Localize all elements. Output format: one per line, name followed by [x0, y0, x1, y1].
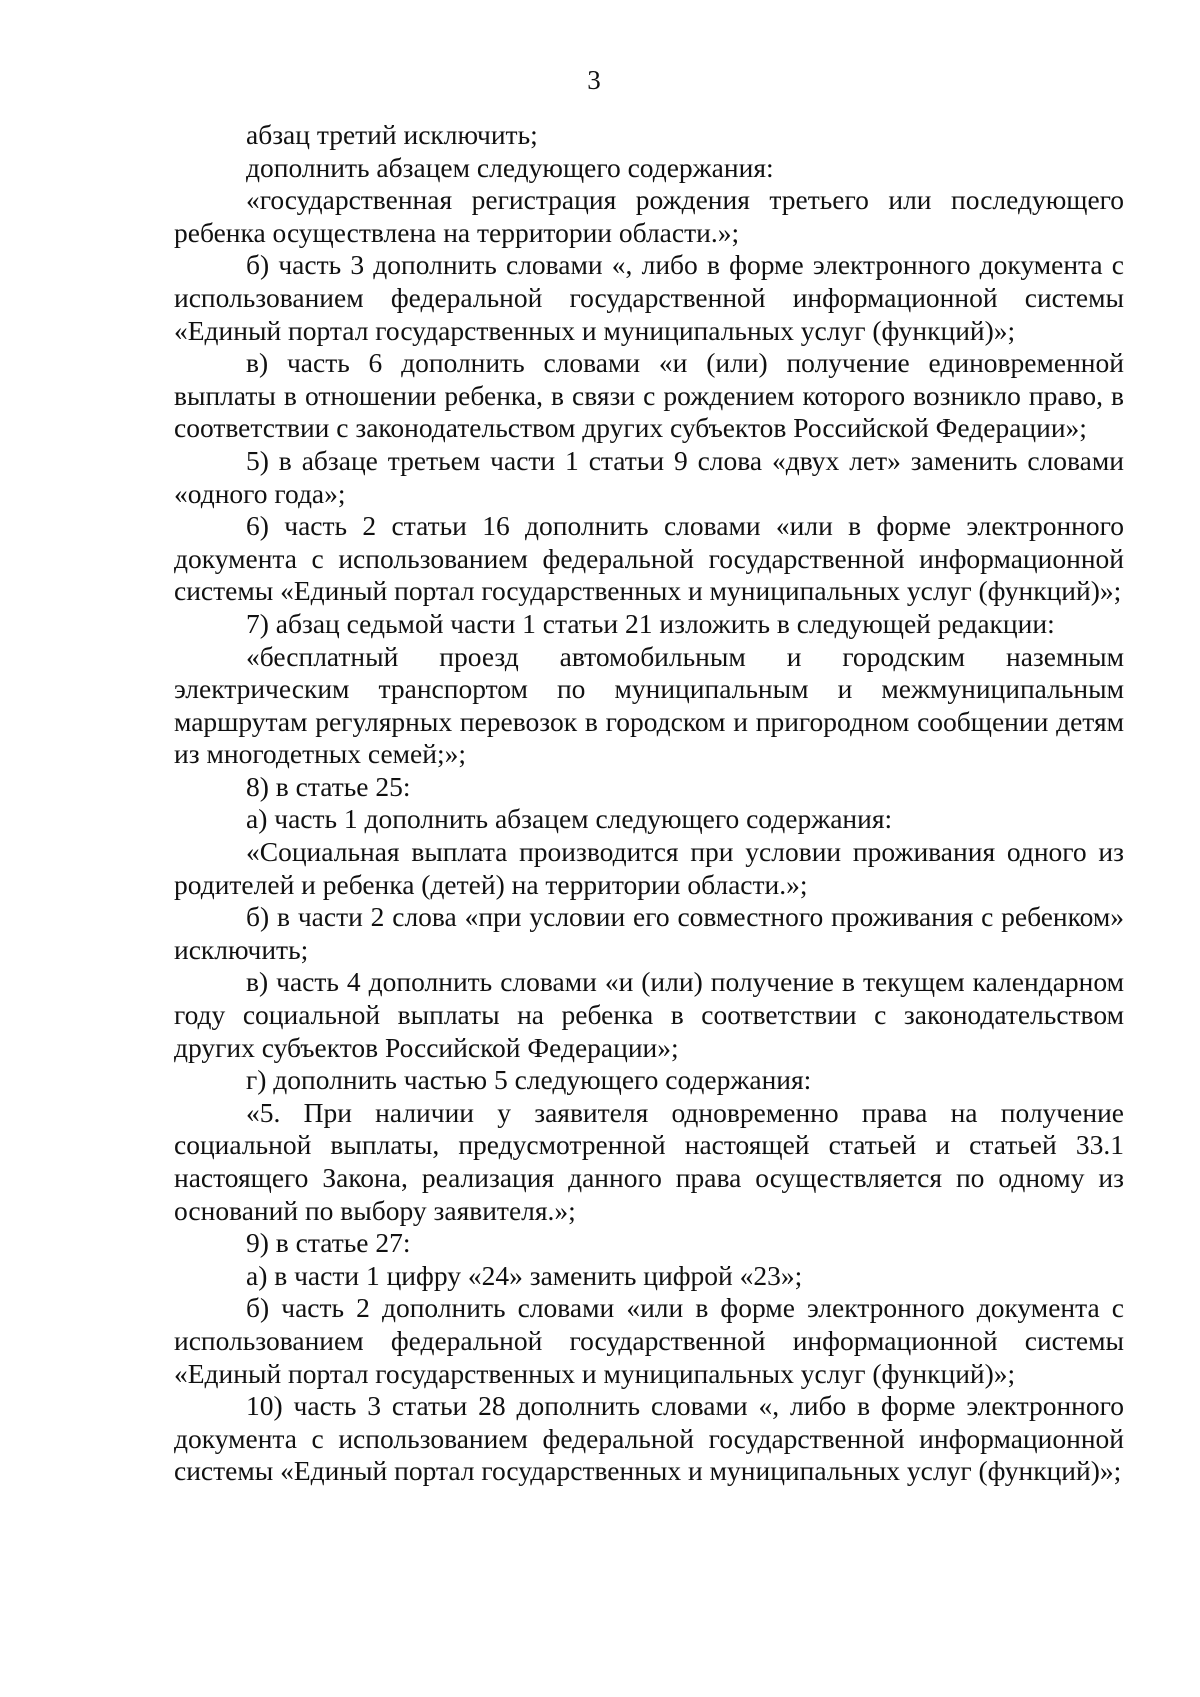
paragraph: а) в части 1 цифру «24» заменить цифрой «23»; [246, 1259, 803, 1291]
paragraph: 7) абзац седьмой части 1 статьи 21 изложить в следующей редакции: [246, 607, 1055, 639]
paragraph: 6) часть 2 статьи 16 дополнить словами «или в форме электронного документа с использованием федеральной государственной информационной системы «Единый портал государственных и муниципальных услуг (функций)»; [174, 510, 1124, 607]
paragraph: а) часть 1 дополнить абзацем следующего содержания: [246, 803, 893, 835]
paragraph: 9) в статье 27: [246, 1227, 411, 1259]
paragraph: «Социальная выплата производится при условии проживания одного из родителей и ребенка (детей) на территории области.»; [174, 836, 1124, 900]
paragraph: б) часть 2 дополнить словами «или в форме электронного документа с использованием федеральной государственной информационной системы «Единый портал государственных и муниципальных услуг (функций)»; [174, 1292, 1124, 1389]
paragraph: «государственная регистрация рождения третьего или последующего ребенка осуществлена на территории области.»; [174, 184, 1124, 248]
page-number: 3 [587, 65, 601, 95]
paragraph: «бесплатный проезд автомобильным и городским наземным электрическим транспортом по муниципальным и межмуниципальным маршрутам регулярных перевозок в городском и пригородном сообщении детям из многодетных семей;»; [174, 640, 1124, 770]
paragraph: г) дополнить частью 5 следующего содержания: [246, 1064, 812, 1096]
paragraph: «5. При наличии у заявителя одновременно права на получение социальной выплаты, предусмотренной настоящей статьей и статьей 33.1 настоящего Закона, реализация данного права осуществляется по одному из оснований по выбору заявителя.»; [174, 1096, 1124, 1226]
paragraph: дополнить абзацем следующего содержания: [246, 151, 774, 183]
paragraph: в) часть 6 дополнить словами «и (или) получение единовременной выплаты в отношении ребенка, в связи с рождением которого возникло право, в соответствии с законодательством других субъектов Российской Федерации»; [174, 347, 1124, 444]
document-body [174, 119, 1124, 1488]
paragraph: б) часть 3 дополнить словами «, либо в форме электронного документа с использованием федеральной государственной информационной системы «Единый портал государственных и муниципальных услуг (функций)»; [174, 249, 1124, 346]
paragraph: б) в части 2 слова «при условии его совместного проживания с ребенком» исключить; [174, 901, 1124, 965]
paragraph: 10) часть 3 статьи 28 дополнить словами «, либо в форме электронного документа с использованием федеральной государственной информационной системы «Единый портал государственных и муниципальных услуг (функций)»; [174, 1390, 1124, 1487]
paragraph: 8) в статье 25: [246, 770, 411, 802]
paragraph: абзац третий исключить; [246, 119, 538, 150]
paragraph: 5) в абзаце третьем части 1 статьи 9 слова «двух лет» заменить словами «одного года»; [174, 444, 1124, 509]
paragraph: в) часть 4 дополнить словами «и (или) получение в текущем календарном году социальной выплаты на ребенка в соответствии с законодательством других субъектов Российской Федерации»; [174, 966, 1124, 1063]
